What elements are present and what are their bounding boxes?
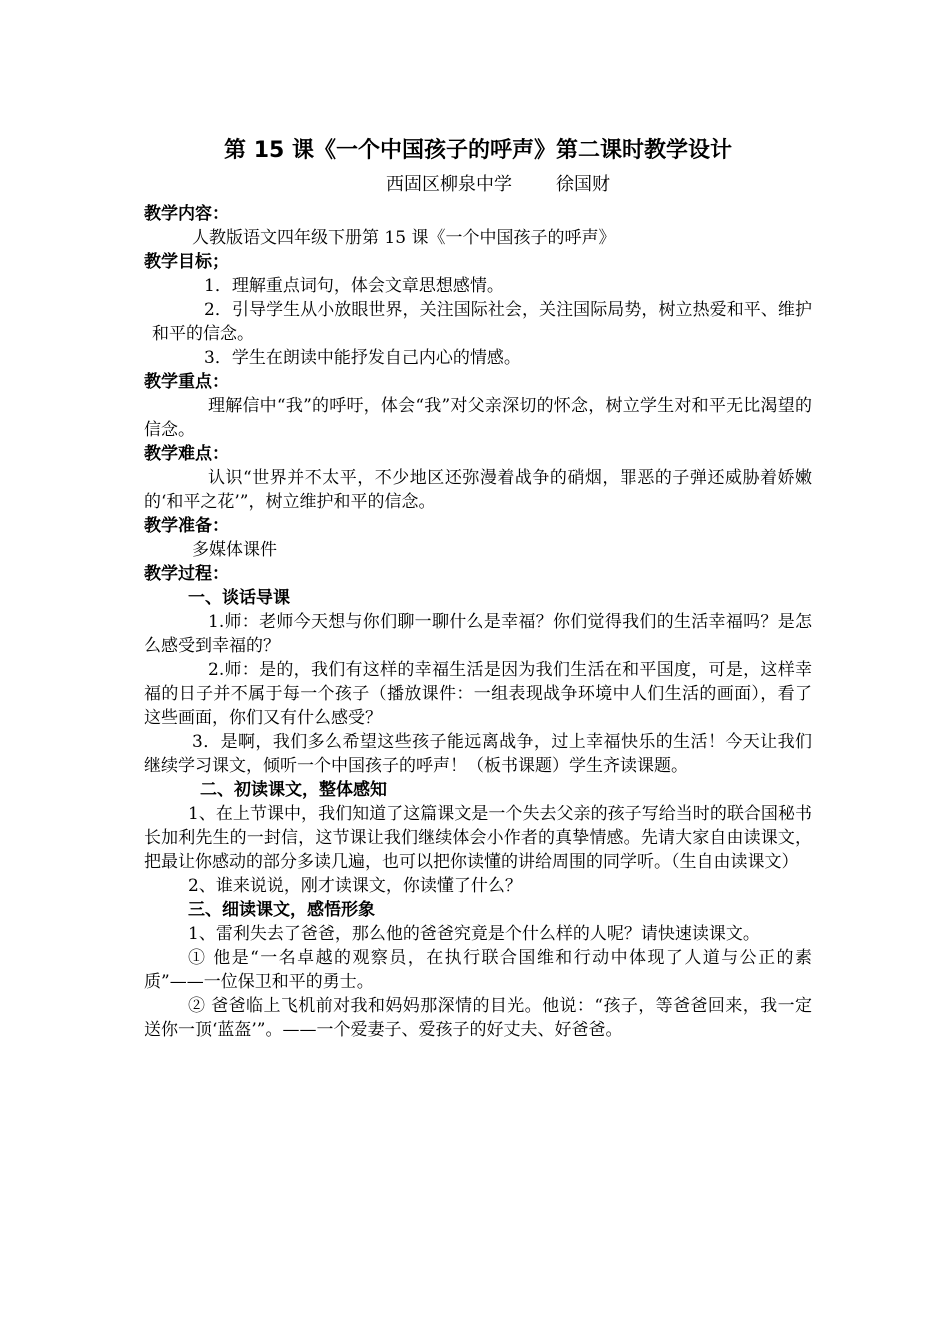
process-part3-item-3: ② 爸爸临上飞机前对我和妈妈那深情的目光。他说：“孩子，等爸爸回来，我一定送你一顶‘蓝盔’”。——一个爱妻子、爱孩子的好丈夫、好爸爸。 (144, 996, 812, 1040)
section-heading-content: 教学内容： (144, 204, 229, 224)
process-part2-item-1: 1、在上节课中，我们知道了这篇课文是一个失去父亲的孩子写给当时的联合国秘书长加利先生的一封信，这节课让我们继续体会小作者的真挚情感。先请大家自由读课文，把最让你感动的部分多读几遍，也可以把你读懂的讲给周围的同学听。（生自由读课文） (144, 804, 812, 872)
section-heading-preparation: 教学准备： (144, 516, 229, 536)
section-heading-key-point: 教学重点： (144, 372, 229, 392)
author-line (144, 168, 812, 202)
author-school: 西固区柳泉中学 (386, 174, 512, 195)
process-part1-item-2: 2.师：是的，我们有这样的幸福生活是因为我们生活在和平国度，可是，这样幸福的日子并不属于每一个孩子（播放课件：一组表现战争环境中人们生活的画面），看了这些画面，你们又有什么感受？ (144, 660, 812, 728)
section-heading-process: 教学过程： (144, 564, 229, 584)
process-part3-item-2: ① 他是“一名卓越的观察员，在执行联合国维和行动中体现了人道与公正的素质”——一位保卫和平的勇士。 (144, 948, 812, 992)
process-part1-heading: 一、谈话导课 (188, 588, 290, 608)
section-text-difficulty: 认识“世界并不太平，不少地区还弥漫着战争的硝烟，罪恶的子弹还威胁着娇嫩的‘和平之花’”，树立维护和平的信念。 (144, 468, 812, 512)
goal-item-3: 3．学生在朗读中能抒发自己内心的情感。 (204, 348, 521, 368)
process-part3-item-1: 1、雷利失去了爸爸，那么他的爸爸究竟是个什么样的人呢？请快速读课文。 (188, 924, 760, 944)
goal-item-2: 2．引导学生从小放眼世界，关注国际社会，关注国际局势，树立热爱和平、维护和平的信念。 (152, 300, 812, 344)
section-text-content: 人教版语文四年级下册第 15 课《一个中国孩子的呼声》 (192, 228, 616, 248)
process-part1-item-1: 1.师：老师今天想与你们聊一聊什么是幸福？你们觉得我们的生活幸福吗？是怎么感受到幸福的？ (144, 612, 812, 656)
section-text-key-point: 理解信中“我”的呼吁，体会“我”对父亲深切的怀念，树立学生对和平无比渴望的信念。 (144, 396, 812, 440)
section-heading-goals: 教学目标； (144, 252, 229, 272)
document-title: 第 15 课《一个中国孩子的呼声》第二课时教学设计 (224, 138, 732, 163)
author-name: 徐国财 (556, 174, 610, 195)
process-part2-item-2: 2、谁来说说，刚才读课文，你读懂了什么？ (188, 876, 522, 896)
process-part3-heading: 三、细读课文，感悟形象 (188, 900, 375, 920)
section-heading-difficulty: 教学难点： (144, 444, 229, 464)
document-body (144, 134, 812, 1042)
process-part2-heading: 二、初读课文，整体感知 (200, 780, 387, 800)
process-part1-item-3: 3．是啊，我们多么希望这些孩子能远离战争，过上幸福快乐的生活！今天让我们继续学习课文，倾听一个中国孩子的呼声！（板书课题）学生齐读课题。 (144, 732, 812, 776)
goal-item-1: 1．理解重点词句，体会文章思想感情。 (204, 276, 504, 296)
section-text-preparation: 多媒体课件 (192, 540, 277, 560)
